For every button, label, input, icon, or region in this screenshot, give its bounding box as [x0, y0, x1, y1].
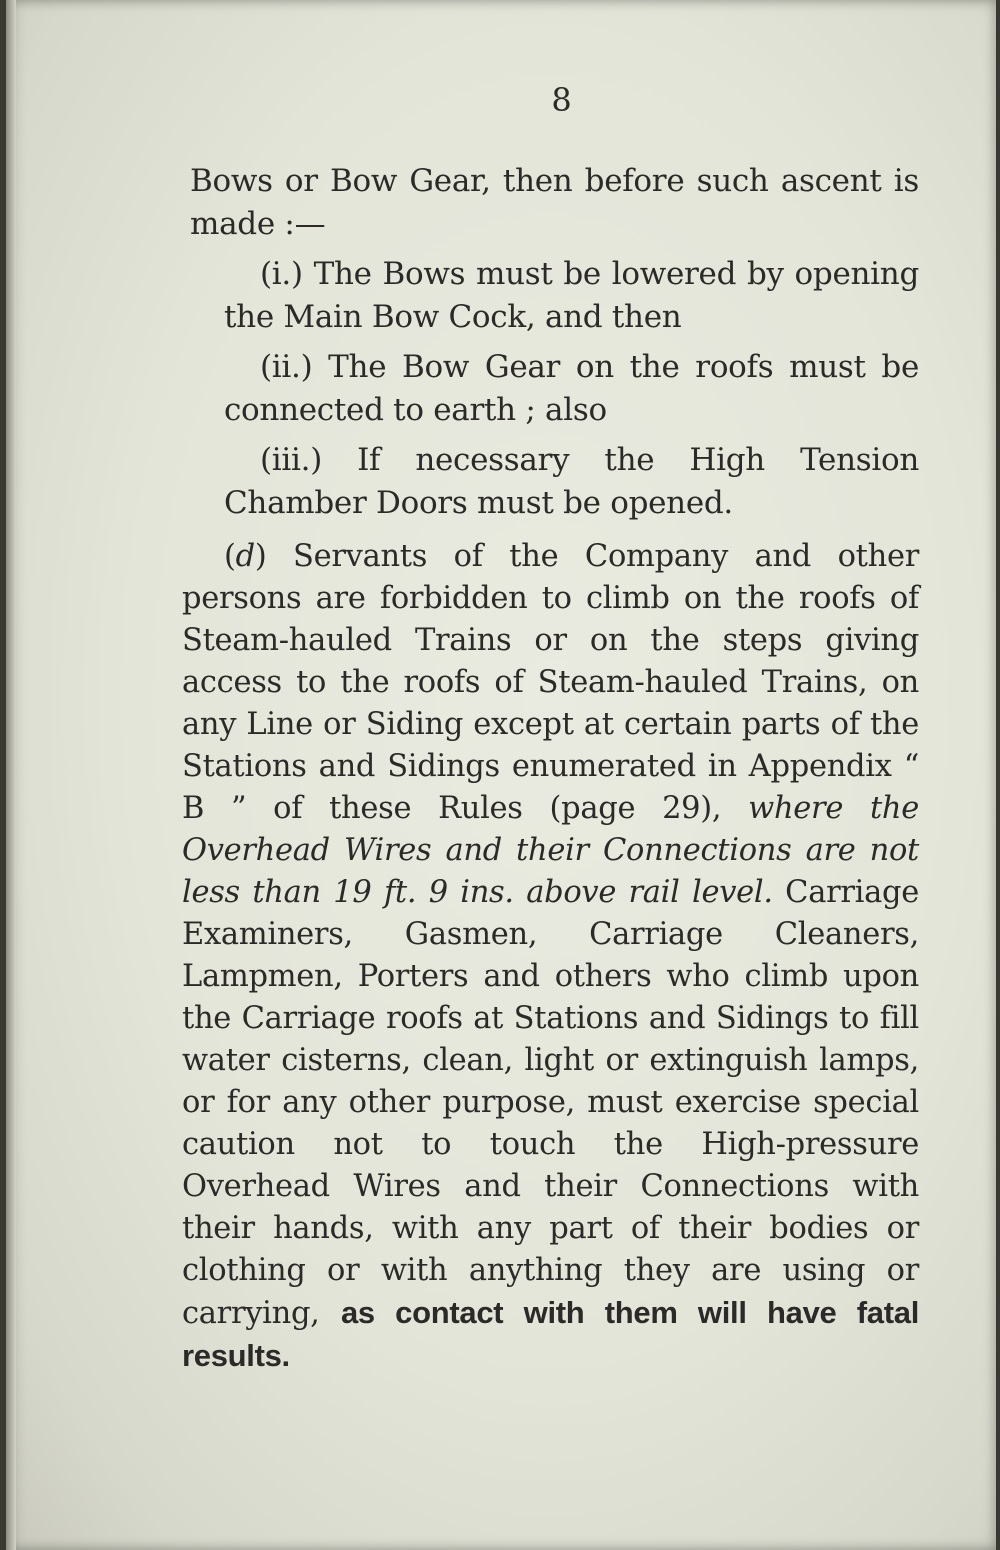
paragraph-d-label-close: ): [254, 539, 267, 574]
book-page: [6, 0, 996, 1550]
paragraph-d-label-letter: d: [235, 539, 255, 574]
paragraph-d-italic-clause: where the Overhead Wires and their Connections are not less than 19 ft. 9 ins. above rail level.: [182, 791, 920, 910]
paragraph-d-text-part2: Carriage Examiners, Gasmen, Carriage Cleaners, Lampmen, Porters and others who climb upon the Carriage roofs at Stations and Sidings to fill water cisterns, clean, light or extinguish lamps, or for any other purpose, must exercise special caution not to touch the High-pressure Overhead Wires and their Connections with their hands, with any part of their bodies or clothing or with anything they are using or carrying,: [182, 875, 919, 1331]
page-content: [174, 80, 919, 1378]
page-number: 8: [551, 81, 572, 119]
paragraph-d-bold-warning: as contact with them will have fatal results.: [182, 1295, 920, 1373]
page-binding-edge: [6, 0, 16, 1550]
paragraph-d-label-open: (: [224, 539, 236, 574]
list-item-ii: (ii.) The Bow Gear on the roofs must be connected to earth ; also: [224, 349, 919, 428]
paragraph-d-text-part1: Servants of the Company and other persons are forbidden to climb on the roofs of Steam-hauled Trains or on the steps giving access to the roofs of Steam-hauled Trains, on any Line or Siding except at certain parts of the Stations and Sidings enumerated in Appendix “ B ” of these Rules (page 29),: [182, 539, 919, 826]
paragraph-d: [174, 536, 919, 1378]
list-item-i: (i.) The Bows must be lowered by opening the Main Bow Cock, and then: [224, 256, 919, 335]
list-item-iii: (iii.) If necessary the High Tension Chamber Doors must be opened.: [224, 442, 919, 521]
intro-paragraph: Bows or Bow Gear, then before such ascent is made :—: [190, 163, 919, 242]
